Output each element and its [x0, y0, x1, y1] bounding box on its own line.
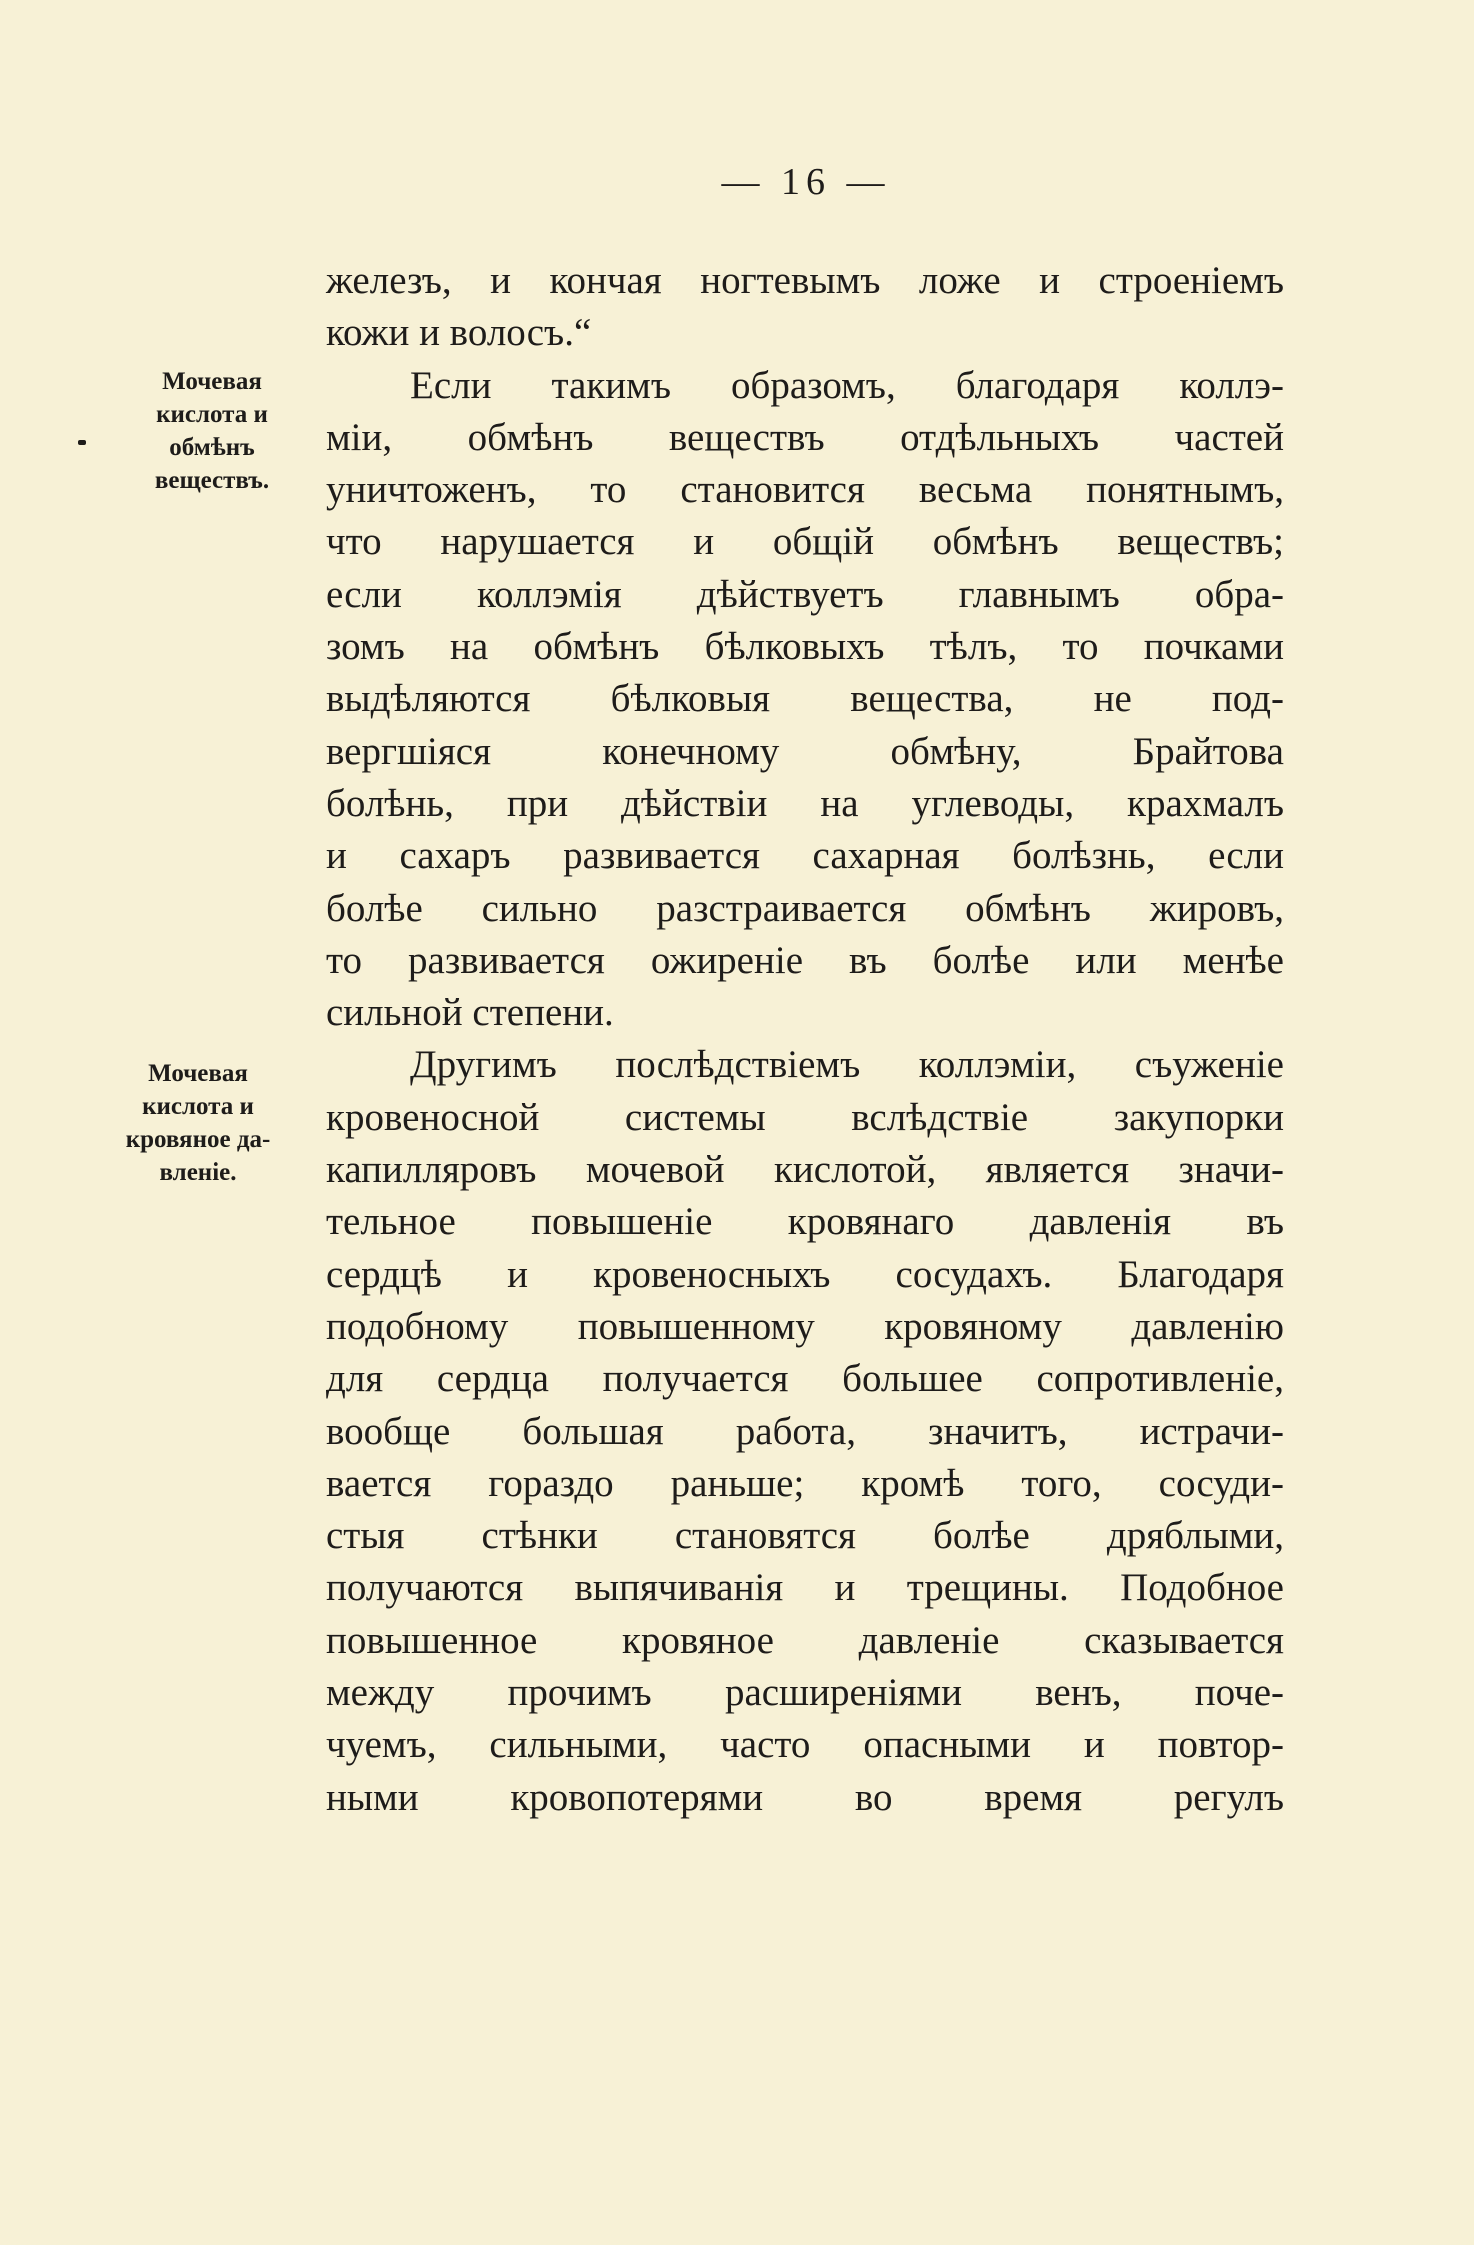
text-line: железъ, и кончая ногтевымъ ложе и строеніемъ [326, 259, 1284, 302]
text-line: сильной степени. [326, 991, 614, 1035]
text-line: болѣе сильно разстраивается обмѣнъ жировъ, [326, 886, 1284, 930]
margin-note-line: кровяное да- [125, 1126, 271, 1153]
text-line: болѣнь, при дѣйствіи на углеводы, крахмалъ [326, 781, 1284, 825]
margin-note-line: кислота и [156, 401, 268, 428]
margin-note-uric-acid-blood-pressure [98, 1057, 298, 1189]
text-line: кровеносной системы вслѣдствіе закупорки [326, 1095, 1284, 1139]
text-line: зомъ на обмѣнъ бѣлковыхъ тѣлъ, то почками [326, 625, 1284, 669]
page-number: — 16 — [721, 161, 891, 203]
text-line: тельное повышеніе кровянаго давленія въ [326, 1200, 1284, 1244]
text-line: вергшіяся конечному обмѣну, Брайтова [326, 729, 1284, 773]
text-line: если коллэмія дѣйствуетъ главнымъ обра- [326, 572, 1284, 616]
text-line: вается гораздо раньше; кромѣ того, сосуди- [326, 1461, 1284, 1505]
margin-note-line: веществъ. [154, 467, 270, 494]
text-line: уничтоженъ, то становится весьма понятнымъ, [326, 468, 1284, 512]
text-line: стыя стѣнки становятся болѣе дряблыми, [326, 1514, 1284, 1558]
text-line: повышенное кровяное давленіе сказывается [326, 1618, 1284, 1662]
text-line: Если такимъ образомъ, благодаря коллэ- [410, 363, 1284, 407]
text-line: капилляровъ мочевой кислотой, является значи- [326, 1148, 1284, 1192]
text-line: чуемъ, сильными, часто опасными и повтор- [326, 1723, 1284, 1767]
margin-note-uric-acid-metabolism [112, 365, 312, 497]
text-line: то развивается ожиреніе въ болѣе или менѣе [326, 938, 1284, 982]
text-line: что нарушается и общій обмѣнъ веществъ; [326, 520, 1284, 564]
margin-note-line: вленіе. [159, 1159, 237, 1186]
text-line: вообще большая работа, значитъ, истрачи- [326, 1409, 1284, 1453]
text-line: и сахаръ развивается сахарная болѣзнь, если [326, 834, 1284, 878]
margin-note-line: кислота и [142, 1093, 254, 1120]
text-line: сердцѣ и кровеносныхъ сосудахъ. Благодаря [326, 1252, 1284, 1296]
bullet-mark [78, 440, 86, 445]
text-line: получаются выпячиванія и трещины. Подобное [326, 1566, 1284, 1610]
text-line: выдѣляются бѣлковыя вещества, не под- [326, 677, 1284, 721]
text-line: между прочимъ расширеніями венъ, поче- [326, 1671, 1284, 1715]
text-line: ными кровопотерями во время регулъ [326, 1775, 1284, 1819]
text-line: кожи и волосъ.“ [326, 311, 592, 355]
text-line: для сердца получается большее сопротивленіе, [326, 1357, 1284, 1401]
text-line: міи, обмѣнъ веществъ отдѣльныхъ частей [326, 415, 1284, 459]
body-text [326, 255, 1284, 1824]
text-line: Другимъ послѣдствіемъ коллэміи, съуженіе [410, 1043, 1284, 1087]
text-line: подобному повышенному кровяному давленію [326, 1304, 1284, 1348]
margin-note-line: Мочевая [148, 1060, 248, 1087]
margin-note-line: обмѣнъ [169, 434, 255, 461]
margin-note-line: Мочевая [162, 368, 262, 395]
